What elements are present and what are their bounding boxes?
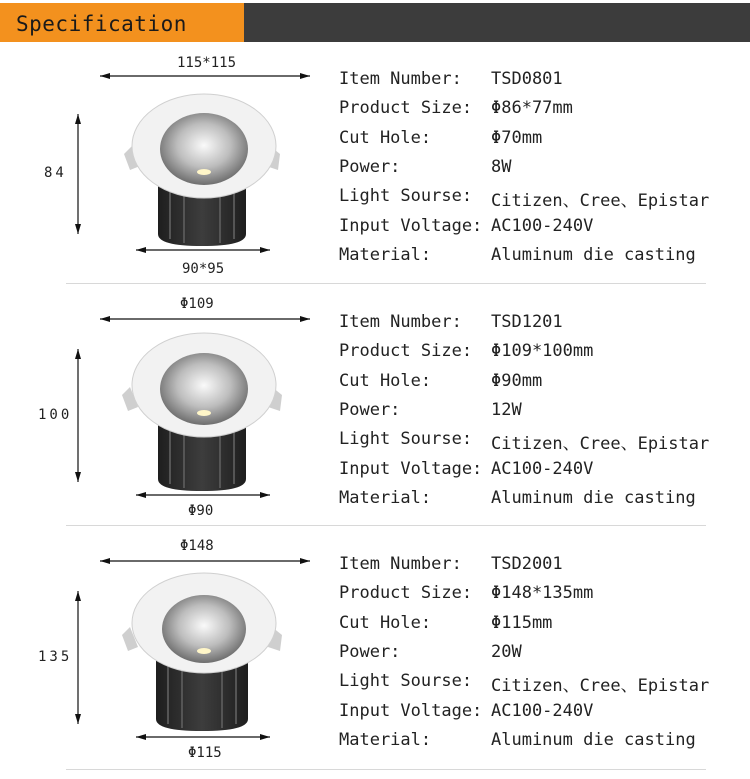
section-divider xyxy=(66,525,706,526)
spec-label: Cut Hole: xyxy=(339,613,432,633)
header-tab xyxy=(0,3,244,42)
spec-label: Item Number: xyxy=(339,554,462,574)
spec-row xyxy=(339,371,739,393)
spec-value: 12W xyxy=(491,400,522,420)
spec-row xyxy=(339,671,739,696)
section-divider xyxy=(66,769,706,770)
section-divider xyxy=(66,283,706,284)
spec-row xyxy=(339,701,739,723)
spec-label: Light Sourse: xyxy=(339,429,473,449)
spec-value: Citizen、Cree、Epistar xyxy=(491,676,710,696)
spec-value: Citizen、Cree、Epistar xyxy=(491,434,710,454)
bottom-dimension-label: Φ90 xyxy=(188,503,214,519)
spec-row xyxy=(339,186,739,211)
spec-row xyxy=(339,69,739,91)
lamp-diagram xyxy=(70,539,330,769)
spec-row xyxy=(339,613,739,635)
spec-value: Aluminum die casting xyxy=(491,245,696,265)
bottom-dimension-label: Φ115 xyxy=(188,745,222,761)
spec-label: Product Size: xyxy=(339,583,473,603)
spec-row xyxy=(339,98,739,120)
top-dimension-label: 115*115 xyxy=(177,55,237,71)
spec-value: AC100-240V xyxy=(491,459,594,479)
product-section-2 xyxy=(0,287,750,527)
spec-row xyxy=(339,312,739,334)
spec-value: TSD0801 xyxy=(491,69,563,89)
lamp-diagram xyxy=(70,297,330,527)
lamp-diagram xyxy=(70,54,330,284)
spec-label: Light Sourse: xyxy=(339,671,473,691)
spec-value: 8W xyxy=(491,157,512,177)
header xyxy=(0,0,750,44)
header-bar xyxy=(244,3,750,42)
spec-value: AC100-240V xyxy=(491,701,594,721)
spec-row xyxy=(339,341,739,363)
spec-value: Φ109*100mm xyxy=(491,341,594,361)
spec-row xyxy=(339,128,739,150)
spec-value: Citizen、Cree、Epistar xyxy=(491,191,710,211)
spec-value: Φ115mm xyxy=(491,613,553,633)
spec-value: AC100-240V xyxy=(491,216,594,236)
spec-label: Power: xyxy=(339,642,401,662)
spec-label: Cut Hole: xyxy=(339,371,432,391)
spec-label: Power: xyxy=(339,157,401,177)
bottom-dimension-label: 90*95 xyxy=(182,261,225,277)
product-section-1 xyxy=(0,44,750,284)
spec-row xyxy=(339,216,739,238)
height-dimension-label: 135 xyxy=(38,649,73,665)
spec-value: TSD1201 xyxy=(491,312,563,332)
spec-label: Light Sourse: xyxy=(339,186,473,206)
spec-value: Φ86*77mm xyxy=(491,98,573,118)
spec-label: Power: xyxy=(339,400,401,420)
spec-row xyxy=(339,157,739,179)
spec-row xyxy=(339,459,739,481)
spec-row xyxy=(339,642,739,664)
spec-value: Aluminum die casting xyxy=(491,730,696,750)
spec-value: TSD2001 xyxy=(491,554,563,574)
spec-row xyxy=(339,400,739,422)
spec-label: Material: xyxy=(339,245,432,265)
spec-row xyxy=(339,583,739,605)
product-section-3 xyxy=(0,529,750,769)
spec-value: Φ90mm xyxy=(491,371,543,391)
height-dimension-label: 100 xyxy=(38,407,73,423)
spec-label: Material: xyxy=(339,488,432,508)
spec-row xyxy=(339,429,739,454)
section-title: Specification xyxy=(16,12,187,36)
spec-label: Item Number: xyxy=(339,69,462,89)
spec-label: Input Voltage: xyxy=(339,216,483,236)
top-dimension-label: Φ109 xyxy=(180,296,214,312)
spec-label: Item Number: xyxy=(339,312,462,332)
spec-row xyxy=(339,488,739,510)
spec-value: Φ70mm xyxy=(491,128,543,148)
height-dimension-label: 84 xyxy=(44,165,67,181)
spec-value: 20W xyxy=(491,642,522,662)
spec-row xyxy=(339,554,739,576)
spec-row xyxy=(339,730,739,752)
spec-label: Input Voltage: xyxy=(339,701,483,721)
spec-value: Φ148*135mm xyxy=(491,583,594,603)
spec-row xyxy=(339,245,739,267)
spec-value: Aluminum die casting xyxy=(491,488,696,508)
spec-label: Product Size: xyxy=(339,341,473,361)
spec-label: Input Voltage: xyxy=(339,459,483,479)
spec-label: Cut Hole: xyxy=(339,128,432,148)
spec-label: Material: xyxy=(339,730,432,750)
spec-label: Product Size: xyxy=(339,98,473,118)
top-dimension-label: Φ148 xyxy=(180,538,214,554)
